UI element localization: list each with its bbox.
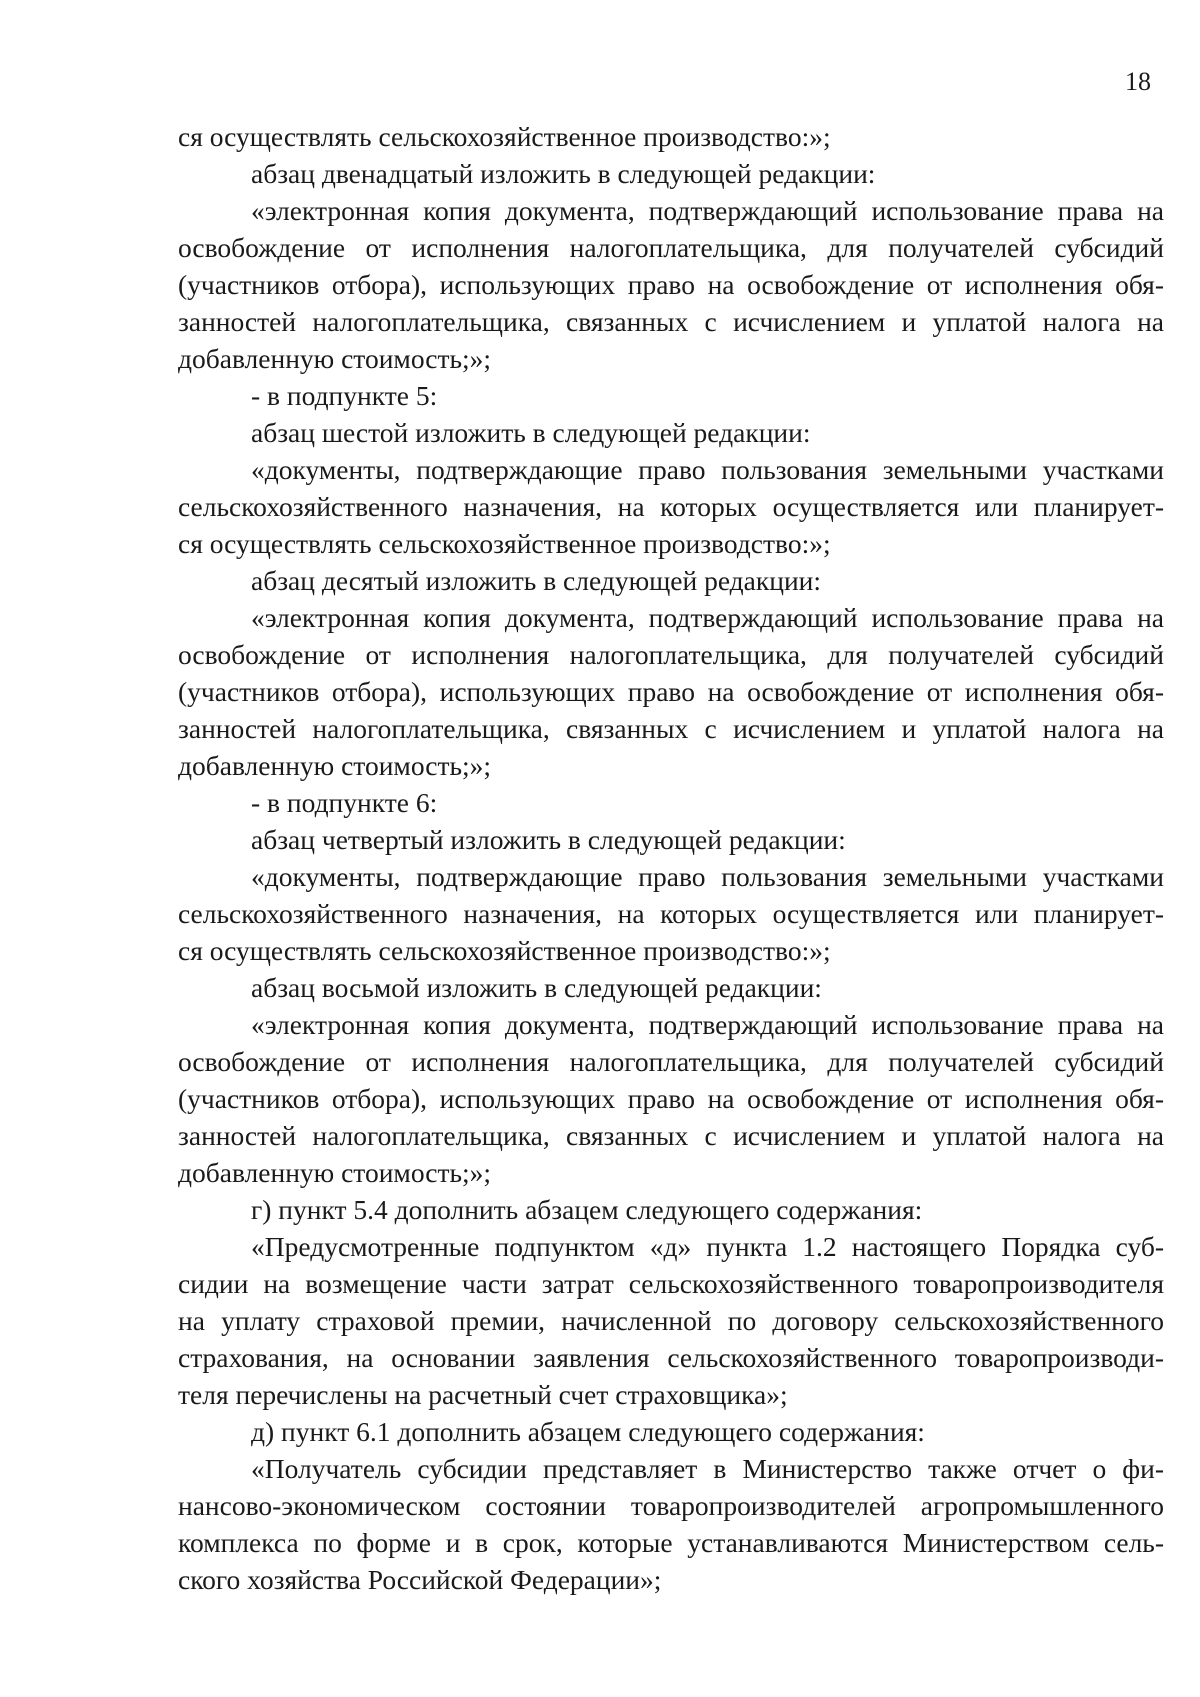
text-line: сельскохозяйственного назначения, на которых осуществляется или планирует-: [178, 491, 1164, 522]
text-line: сидии на возмещение части затрат сельскохозяйственного товаропроизводителя: [178, 1268, 1164, 1299]
text-line: добавленную стоимость;»;: [178, 1157, 492, 1188]
text-line: абзац шестой изложить в следующей редакции:: [251, 417, 811, 448]
text-line: (участников отбора), использующих право на освобождение от исполнения обя-: [178, 676, 1164, 707]
text-line: ся осуществлять сельскохозяйственное производство:»;: [178, 528, 831, 559]
text-line: ся осуществлять сельскохозяйственное производство:»;: [178, 935, 831, 966]
text-line: комплекса по форме и в срок, которые устанавливаются Министерством сель-: [178, 1527, 1164, 1558]
text-line: занностей налогоплательщика, связанных с исчислением и уплатой налога на: [178, 306, 1164, 337]
text-line: (участников отбора), использующих право на освобождение от исполнения обя-: [178, 269, 1164, 300]
text-line: ся осуществлять сельскохозяйственное производство:»;: [178, 121, 831, 152]
text-line: добавленную стоимость;»;: [178, 343, 492, 374]
text-line: - в подпункте 5:: [251, 380, 438, 411]
text-line: нансово-экономическом состоянии товаропроизводителей агропромышленного: [178, 1490, 1164, 1521]
text-line: д) пункт 6.1 дополнить абзацем следующего содержания:: [251, 1416, 925, 1447]
text-line: теля перечислены на расчетный счет страховщика»;: [178, 1379, 788, 1410]
text-line: «электронная копия документа, подтверждающий использование права на: [251, 1009, 1164, 1040]
text-line: «Предусмотренные подпунктом «д» пункта 1.2 настоящего Порядка суб-: [251, 1231, 1164, 1262]
text-line: занностей налогоплательщика, связанных с исчислением и уплатой налога на: [178, 1120, 1164, 1151]
text-line: «документы, подтверждающие право пользования земельными участками: [251, 861, 1164, 892]
text-line: - в подпункте 6:: [251, 787, 438, 818]
text-line: добавленную стоимость;»;: [178, 750, 492, 781]
text-line: «документы, подтверждающие право пользования земельными участками: [251, 454, 1164, 485]
text-line: г) пункт 5.4 дополнить абзацем следующего содержания:: [251, 1194, 923, 1225]
document-body: [178, 118, 1164, 1598]
text-line: освобождение от исполнения налогоплательщика, для получателей субсидий: [178, 232, 1164, 263]
text-line: «Получатель субсидии представляет в Министерство также отчет о фи-: [251, 1453, 1164, 1484]
text-line: освобождение от исполнения налогоплательщика, для получателей субсидий: [178, 1046, 1164, 1077]
text-line: абзац восьмой изложить в следующей редакции:: [251, 972, 822, 1003]
text-line: освобождение от исполнения налогоплательщика, для получателей субсидий: [178, 639, 1164, 670]
text-line: (участников отбора), использующих право на освобождение от исполнения обя-: [178, 1083, 1164, 1114]
page-number: 18: [1125, 67, 1151, 96]
text-line: абзац двенадцатый изложить в следующей редакции:: [251, 158, 876, 189]
text-line: занностей налогоплательщика, связанных с исчислением и уплатой налога на: [178, 713, 1164, 744]
text-line: на уплату страховой премии, начисленной по договору сельскохозяйственного: [178, 1305, 1164, 1336]
text-line: страхования, на основании заявления сельскохозяйственного товаропроизводи-: [178, 1342, 1164, 1373]
text-line: абзац четвертый изложить в следующей редакции:: [251, 824, 846, 855]
text-line: ского хозяйства Российской Федерации»;: [178, 1564, 662, 1595]
text-line: «электронная копия документа, подтверждающий использование права на: [251, 195, 1164, 226]
text-line: абзац десятый изложить в следующей редакции:: [251, 565, 822, 596]
text-line: «электронная копия документа, подтверждающий использование права на: [251, 602, 1164, 633]
text-line: сельскохозяйственного назначения, на которых осуществляется или планирует-: [178, 898, 1164, 929]
